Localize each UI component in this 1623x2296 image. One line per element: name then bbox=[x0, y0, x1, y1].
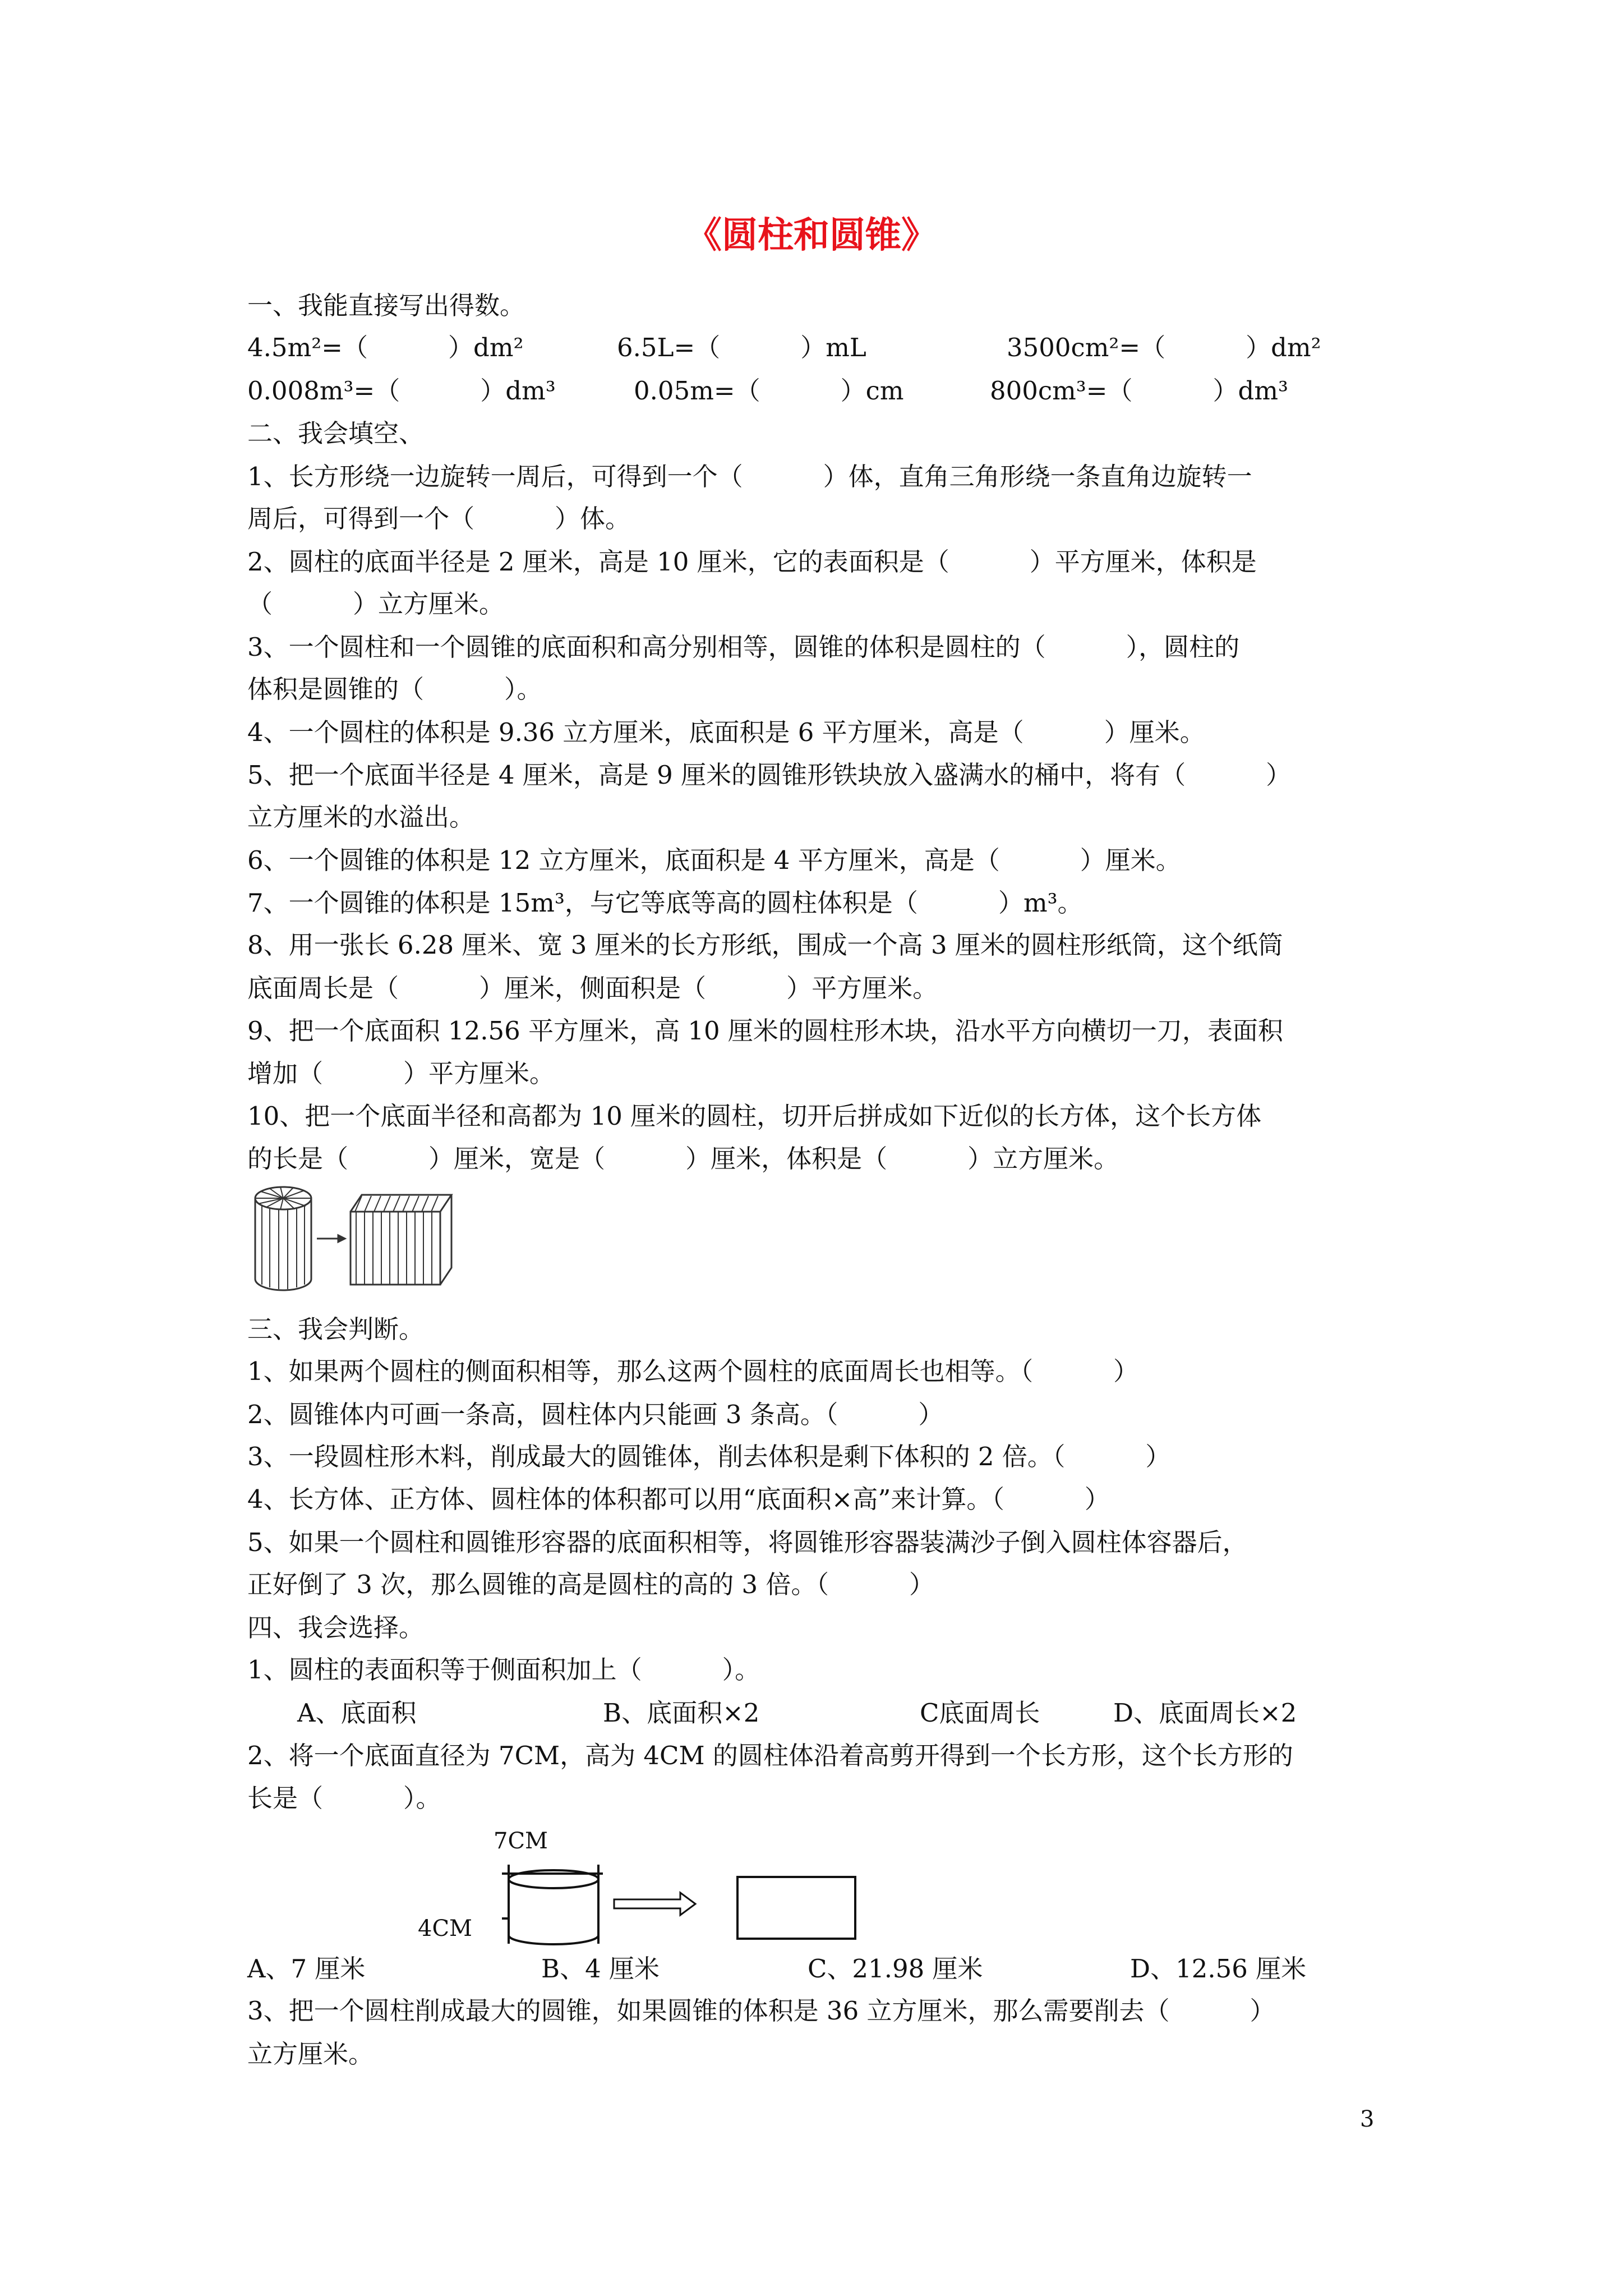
s2-line-12: 8、用一张长 6.28 厘米、宽 3 厘米的长方形纸，围成一个高 3 厘米的圆柱形纸筒，这个纸筒 bbox=[247, 930, 1283, 960]
s4-q2-option-d: D、12.56 厘米 bbox=[1130, 1954, 1307, 1984]
s2-line-8: 5、把一个底面半径是 4 厘米，高是 9 厘米的圆锥形铁块放入盛满水的桶中，将有（ ） bbox=[247, 760, 1292, 790]
q2-fig-diameter-label: 7CM bbox=[494, 1828, 548, 1854]
cylinder-unroll-figure bbox=[502, 1857, 866, 1947]
s3-line-5: 5、如果一个圆柱和圆锥形容器的底面积相等，将圆锥形容器装满沙子倒入圆柱体容器后， bbox=[247, 1527, 1248, 1557]
s1-row1-item1: 4.5m²=（ ）dm² bbox=[247, 333, 524, 362]
s2-line-7: 4、一个圆柱的体积是 9.36 立方厘米，底面积是 6 平方厘米，高是（ ）厘米。 bbox=[247, 717, 1205, 747]
s4-q1-option-a: A、底面积 bbox=[297, 1698, 417, 1728]
page-title: 《圆柱和圆锥》 bbox=[686, 214, 937, 256]
s3-line-3: 3、一段圆柱形木料，削成最大的圆锥体，削去体积是剩下体积的 2 倍。（ ） bbox=[247, 1442, 1171, 1471]
s2-line-15: 增加（ ）平方厘米。 bbox=[247, 1059, 555, 1088]
section-3-heading: 三、我会判断。 bbox=[247, 1314, 425, 1344]
s2-line-14: 9、把一个底面积 12.56 平方厘米，高 10 厘米的圆柱形木块，沿水平方向横切一刀，表面积 bbox=[247, 1016, 1283, 1046]
s4-q2-line-1: 2、将一个底面直径为 7CM，高为 4CM 的圆柱体沿着高剪开得到一个长方形，这个长方形的 bbox=[247, 1741, 1293, 1770]
s3-line-1: 1、如果两个圆柱的侧面积相等，那么这两个圆柱的底面周长也相等。（ ） bbox=[247, 1356, 1139, 1386]
s3-line-6: 正好倒了 3 次，那么圆锥的高是圆柱的高的 3 倍。（ ） bbox=[247, 1570, 935, 1599]
s4-q1: 1、圆柱的表面积等于侧面积加上（ ）。 bbox=[247, 1655, 760, 1685]
s2-line-4: （ ）立方厘米。 bbox=[247, 589, 505, 619]
s2-line-5: 3、一个圆柱和一个圆锥的底面积和高分别相等，圆锥的体积是圆柱的（ ），圆柱的 bbox=[247, 632, 1240, 662]
section-1-heading: 一、我能直接写出得数。 bbox=[247, 291, 525, 320]
s2-line-3: 2、圆柱的底面半径是 2 厘米，高是 10 厘米，它的表面积是（ ）平方厘米，体积是 bbox=[247, 547, 1257, 577]
s4-q1-option-b: B、底面积×2 bbox=[603, 1698, 760, 1728]
s2-line-17: 的长是（ ）厘米，宽是（ ）厘米，体积是（ ）立方厘米。 bbox=[247, 1144, 1119, 1174]
s4-q1-option-d: D、底面周长×2 bbox=[1113, 1698, 1297, 1728]
s4-q3-line-1: 3、把一个圆柱削成最大的圆锥，如果圆锥的体积是 36 立方厘米，那么需要削去（ ） bbox=[247, 1996, 1275, 2026]
cylinder-to-cuboid-figure bbox=[250, 1184, 457, 1296]
s2-line-6: 体积是圆锥的（ ）。 bbox=[247, 674, 542, 704]
s2-line-10: 6、一个圆锥的体积是 12 立方厘米，底面积是 4 平方厘米，高是（ ）厘米。 bbox=[247, 845, 1181, 875]
section-4-heading: 四、我会选择。 bbox=[247, 1613, 425, 1642]
s3-line-4: 4、长方体、正方体、圆柱体的体积都可以用“底面积×高”来计算。（ ） bbox=[247, 1484, 1110, 1514]
s4-q2-line-2: 长是（ ）。 bbox=[247, 1783, 441, 1813]
s1-row2-item1: 0.008m³=（ ）dm³ bbox=[247, 376, 556, 406]
s4-q2-option-a: A、7 厘米 bbox=[247, 1954, 366, 1984]
section-2-heading: 二、我会填空、 bbox=[247, 418, 425, 448]
s2-line-9: 立方厘米的水溢出。 bbox=[247, 802, 475, 832]
s4-q1-option-c: C底面周长 bbox=[920, 1698, 1040, 1728]
s4-q3-line-2: 立方厘米。 bbox=[247, 2039, 374, 2069]
q2-fig-height-label: 4CM bbox=[418, 1916, 473, 1941]
s2-line-1: 1、长方形绕一边旋转一周后，可得到一个（ ）体，直角三角形绕一条直角边旋转一 bbox=[247, 462, 1252, 491]
s1-row1-item2: 6.5L=（ ）mL bbox=[617, 333, 866, 362]
s3-line-2: 2、圆锥体内可画一条高，圆柱体内只能画 3 条高。（ ） bbox=[247, 1400, 944, 1429]
s4-q2-option-b: B、4 厘米 bbox=[541, 1954, 660, 1984]
page-number: 3 bbox=[1360, 2106, 1375, 2132]
s1-row1-item3: 3500cm²=（ ）dm² bbox=[1007, 333, 1321, 362]
s2-line-16: 10、把一个底面半径和高都为 10 厘米的圆柱，切开后拼成如下近似的长方体，这个长方体 bbox=[247, 1101, 1262, 1131]
s2-line-2: 周后，可得到一个（ ）体。 bbox=[247, 504, 631, 533]
s2-line-13: 底面周长是（ ）厘米，侧面积是（ ）平方厘米。 bbox=[247, 973, 938, 1003]
s4-q2-option-c: C、21.98 厘米 bbox=[808, 1954, 983, 1984]
s2-line-11: 7、一个圆锥的体积是 15m³，与它等底等高的圆柱体积是（ ）m³。 bbox=[247, 888, 1083, 918]
s1-row2-item3: 800cm³=（ ）dm³ bbox=[990, 376, 1289, 406]
s1-row2-item2: 0.05m=（ ）cm bbox=[634, 376, 904, 406]
